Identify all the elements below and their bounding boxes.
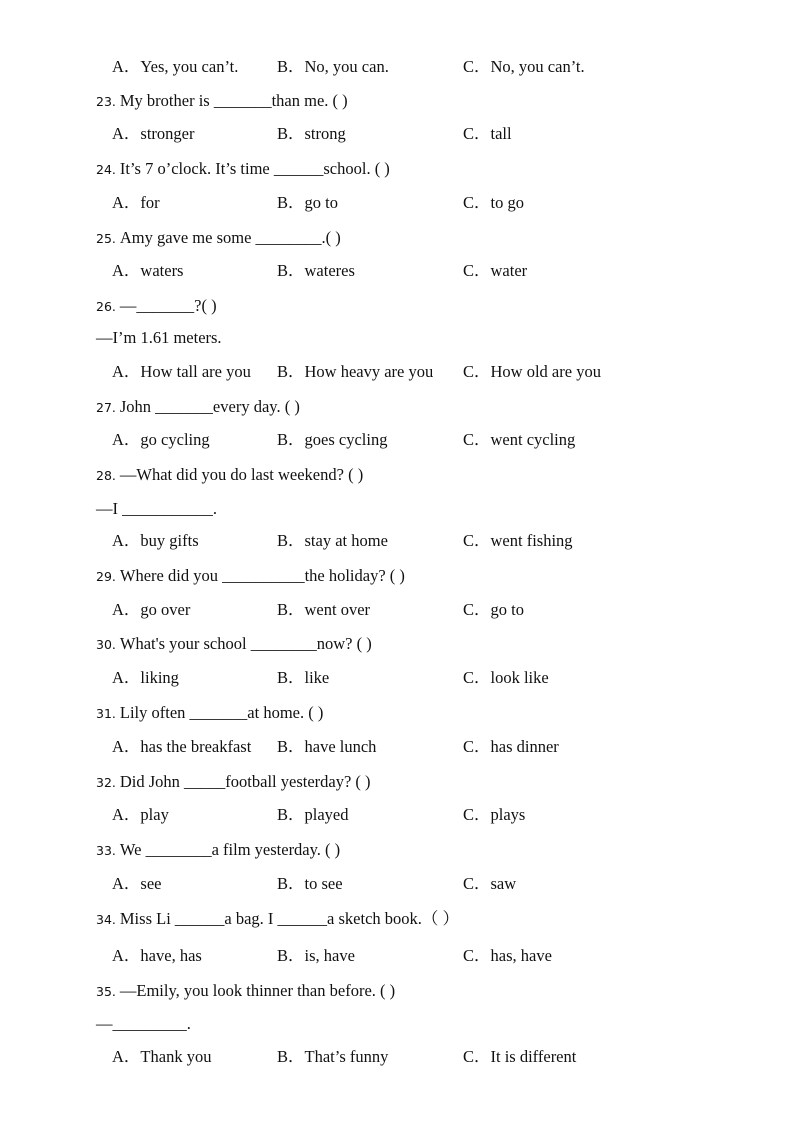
question-number: 34. [96, 912, 116, 927]
question-number: 35. [96, 984, 116, 999]
option-a: A．have, has [112, 946, 202, 965]
question-number: 26. [96, 299, 116, 314]
option-b: B．No, you can. [277, 57, 389, 76]
option-b: B．went over [277, 600, 371, 619]
question-text: We ________a film yesterday. ( ) [119, 840, 341, 859]
option-c: C．went fishing [463, 531, 573, 550]
option-c: C．How old are you [463, 362, 601, 381]
question-25 [96, 226, 341, 250]
question-26 [96, 294, 217, 318]
question-text: —_______?( ) [119, 296, 217, 315]
question-30 [96, 632, 372, 656]
dialogue-response: —I’m 1.61 meters. [96, 328, 222, 347]
option-a: A．stronger [112, 124, 195, 143]
question-33 [96, 838, 340, 862]
option-c: C．has, have [463, 946, 552, 965]
question-27 [96, 395, 300, 419]
question-35 [96, 979, 395, 1003]
option-b: B．strong [277, 124, 346, 143]
option-a: A．Thank you [112, 1047, 212, 1066]
option-b: B．wateres [277, 261, 355, 280]
question-31 [96, 701, 323, 725]
question-number: 24. [96, 162, 116, 177]
option-c: C．go to [463, 600, 524, 619]
question-number: 25. [96, 231, 116, 246]
question-text: Did John _____football yesterday? ( ) [119, 772, 371, 791]
question-text: —What did you do last weekend? ( ) [119, 465, 364, 484]
option-c: C．No, you can’t. [463, 57, 585, 76]
question-text: Miss Li ______a bag. I ______a sketch book.（ ） [119, 909, 460, 928]
option-a: A．Yes, you can’t. [112, 57, 239, 76]
option-b: B．goes cycling [277, 430, 388, 449]
question-number: 28. [96, 468, 116, 483]
question-number: 31. [96, 706, 116, 721]
question-number: 27. [96, 400, 116, 415]
option-c: C．saw [463, 874, 517, 893]
dialogue-response: —I ___________. [96, 499, 217, 518]
question-32 [96, 770, 371, 794]
question-34 [96, 907, 459, 931]
option-b: B．to see [277, 874, 343, 893]
option-a: A．for [112, 193, 160, 212]
option-c: C．to go [463, 193, 524, 212]
option-b: B．That’s funny [277, 1047, 389, 1066]
question-29 [96, 564, 405, 588]
question-text: John _______every day. ( ) [119, 397, 300, 416]
option-a: A．go cycling [112, 430, 210, 449]
dialogue-response: —_________. [96, 1014, 191, 1033]
option-a: A．see [112, 874, 162, 893]
option-c: C．went cycling [463, 430, 576, 449]
question-number: 23. [96, 94, 116, 109]
option-a: A．play [112, 805, 169, 824]
option-a: A．How tall are you [112, 362, 251, 381]
question-text: Lily often _______at home. ( ) [119, 703, 324, 722]
option-b: B．How heavy are you [277, 362, 434, 381]
option-a: A．liking [112, 668, 179, 687]
question-number: 32. [96, 775, 116, 790]
option-c: C．It is different [463, 1047, 577, 1066]
question-number: 30. [96, 637, 116, 652]
question-text: What's your school ________now? ( ) [119, 634, 372, 653]
question-24 [96, 157, 390, 181]
option-c: C．water [463, 261, 528, 280]
question-text: Amy gave me some ________.( ) [119, 228, 341, 247]
question-28 [96, 463, 363, 487]
option-a: A．has the breakfast [112, 737, 252, 756]
option-b: B．is, have [277, 946, 355, 965]
option-c: C．has dinner [463, 737, 559, 756]
option-a: A．go over [112, 600, 191, 619]
option-b: B．stay at home [277, 531, 388, 550]
option-c: C．plays [463, 805, 526, 824]
option-c: C．tall [463, 124, 512, 143]
question-text: It’s 7 o’clock. It’s time ______school. ( ) [119, 159, 390, 178]
question-text: Where did you __________the holiday? ( ) [119, 566, 405, 585]
option-b: B．go to [277, 193, 338, 212]
option-b: B．played [277, 805, 349, 824]
option-b: B．like [277, 668, 330, 687]
option-c: C．look like [463, 668, 549, 687]
question-text: My brother is _______than me. ( ) [119, 91, 348, 110]
option-b: B．have lunch [277, 737, 377, 756]
question-number: 33. [96, 843, 116, 858]
option-a: A．buy gifts [112, 531, 199, 550]
question-text: —Emily, you look thinner than before. ( ) [119, 981, 396, 1000]
option-a: A．waters [112, 261, 184, 280]
question-23 [96, 89, 348, 113]
question-number: 29. [96, 569, 116, 584]
